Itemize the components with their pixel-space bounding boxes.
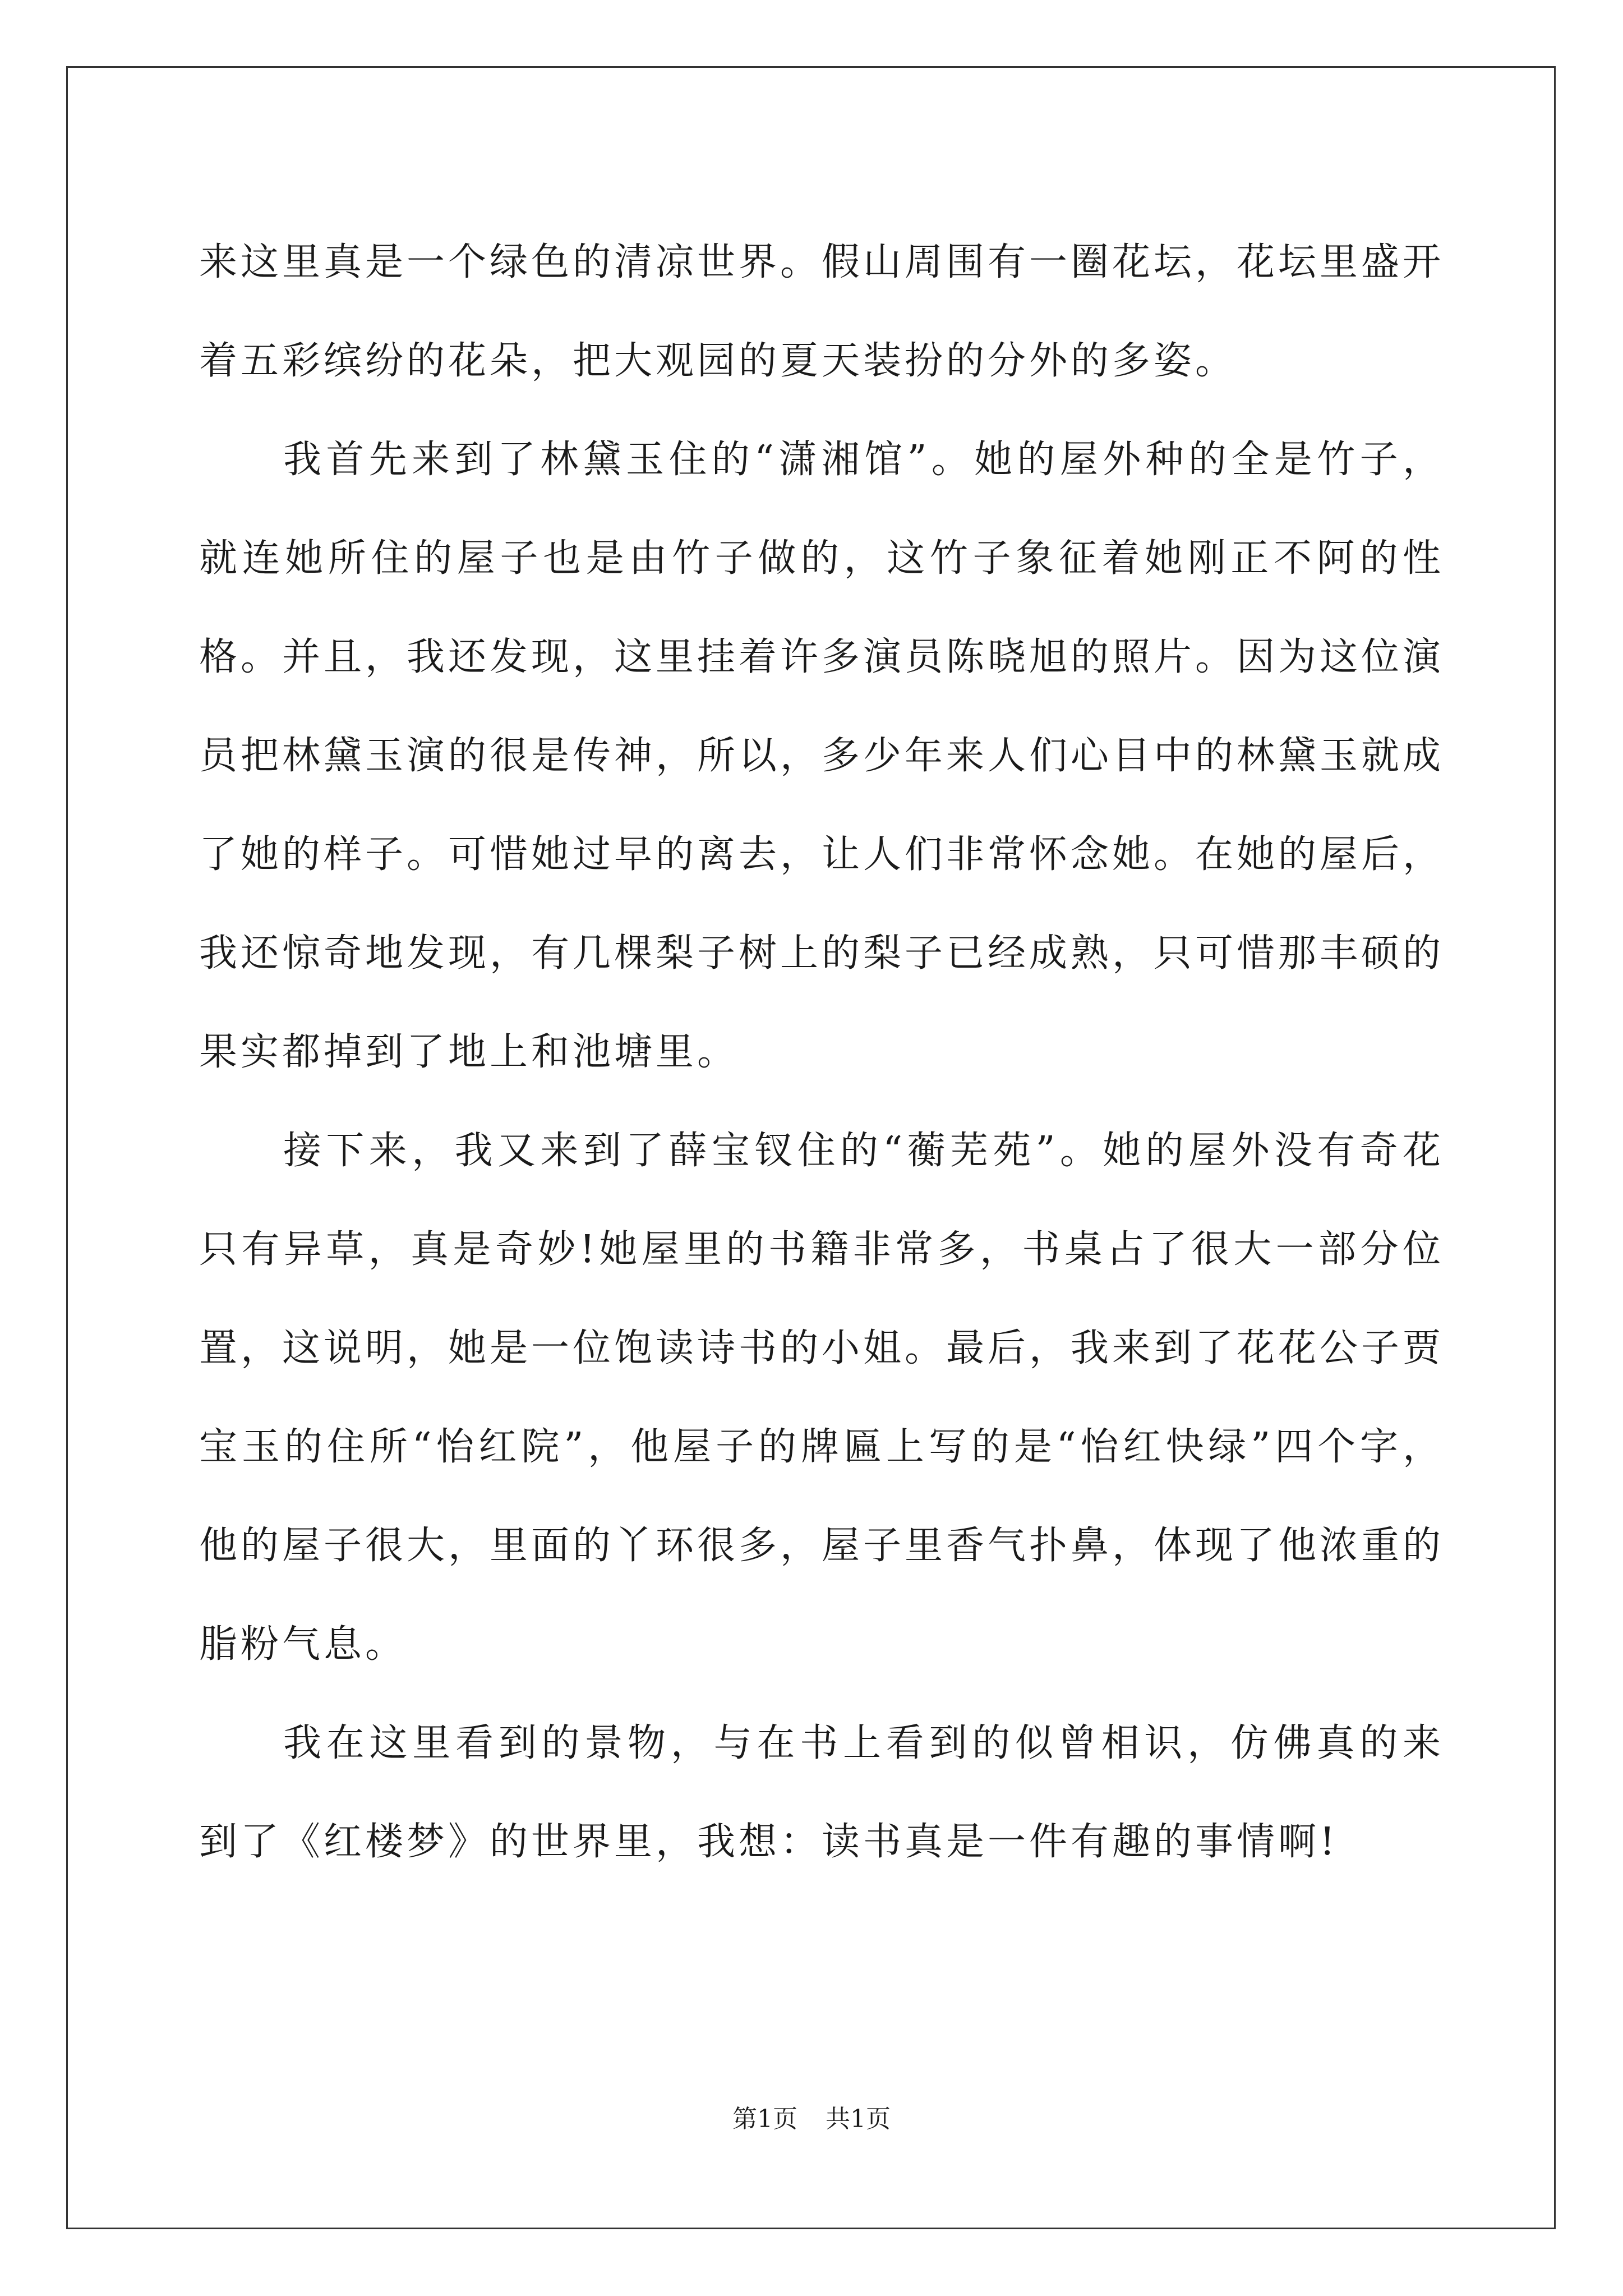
document-body [199,213,1444,1892]
paragraph-3: 接下来，我又来到了薛宝钗住的“蘅芜苑”。她的屋外没有奇花只有异草，真是奇妙!她屋里的书籍非常多，书桌占了很大一部分位置，这说明，她是一位饱读诗书的小姐。最后，我来到了花花公子贾宝玉的住所“怡红院”，他屋子的牌匾上写的是“怡红快绿”四个字，他的屋子很大，里面的丫环很多，屋子里香气扑鼻，体现了他浓重的脂粉气息。 [199,1129,1445,1667]
paragraph-1: 来这里真是一个绿色的清凉世界。假山周围有一圈花坛，花坛里盛开着五彩缤纷的花朵，把大观园的夏天装扮的分外的多姿。 [199,240,1445,383]
paragraph-4: 我在这里看到的景物，与在书上看到的似曾相识，仿佛真的来到了《红楼梦》的世界里，我想：读书真是一件有趣的事情啊! [199,1721,1444,1864]
page-total: 共1页 [826,2105,891,2133]
paragraph-2: 我首先来到了林黛玉住的“潇湘馆”。她的屋外种的全是竹子，就连她所住的屋子也是由竹子做的，这竹子象征着她刚正不阿的性格。并且，我还发现，这里挂着许多演员陈晓旭的照片。因为这位演员把林黛玉演的很是传神，所以，多少年来人们心目中的林黛玉就成了她的样子。可惜她过早的离去，让人们非常怀念她。在她的屋后，我还惊奇地发现，有几棵梨子树上的梨子已经成熟，只可惜那丰硕的果实都掉到了地上和池塘里。 [199,438,1445,1074]
page-number: 第1页 [732,2105,797,2133]
page-footer [0,2102,1623,2136]
